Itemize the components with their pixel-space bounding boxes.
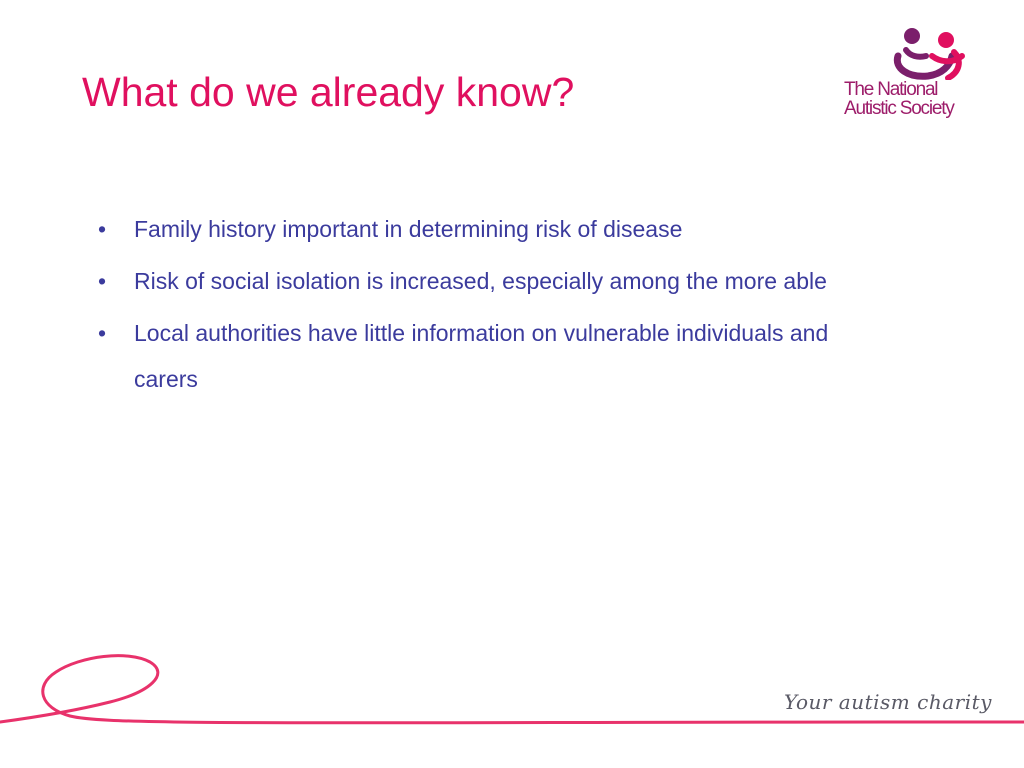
bullet-item xyxy=(96,310,876,402)
slide-title: What do we already know? xyxy=(82,69,575,115)
bullet-list xyxy=(96,206,876,408)
logo-line-1: The National xyxy=(844,79,938,100)
bullet-marker: • xyxy=(98,268,107,294)
footer-tagline: Your autism charity xyxy=(784,690,992,714)
two-figures-embrace-icon xyxy=(888,26,968,80)
bullet-marker: • xyxy=(98,320,107,346)
logo-line-2: Autistic Society xyxy=(844,98,954,119)
bullet-text: Risk of social isolation is increased, especially among the more able xyxy=(134,268,827,294)
logo-wordmark xyxy=(844,80,989,118)
bullet-item xyxy=(96,258,876,304)
bullet-item xyxy=(96,206,876,252)
bullet-marker: • xyxy=(98,216,107,242)
bullet-text: Family history important in determining risk of disease xyxy=(134,216,683,242)
national-autistic-society-logo xyxy=(840,26,985,126)
bullet-text: Local authorities have little information on vulnerable individuals and carers xyxy=(134,320,829,392)
